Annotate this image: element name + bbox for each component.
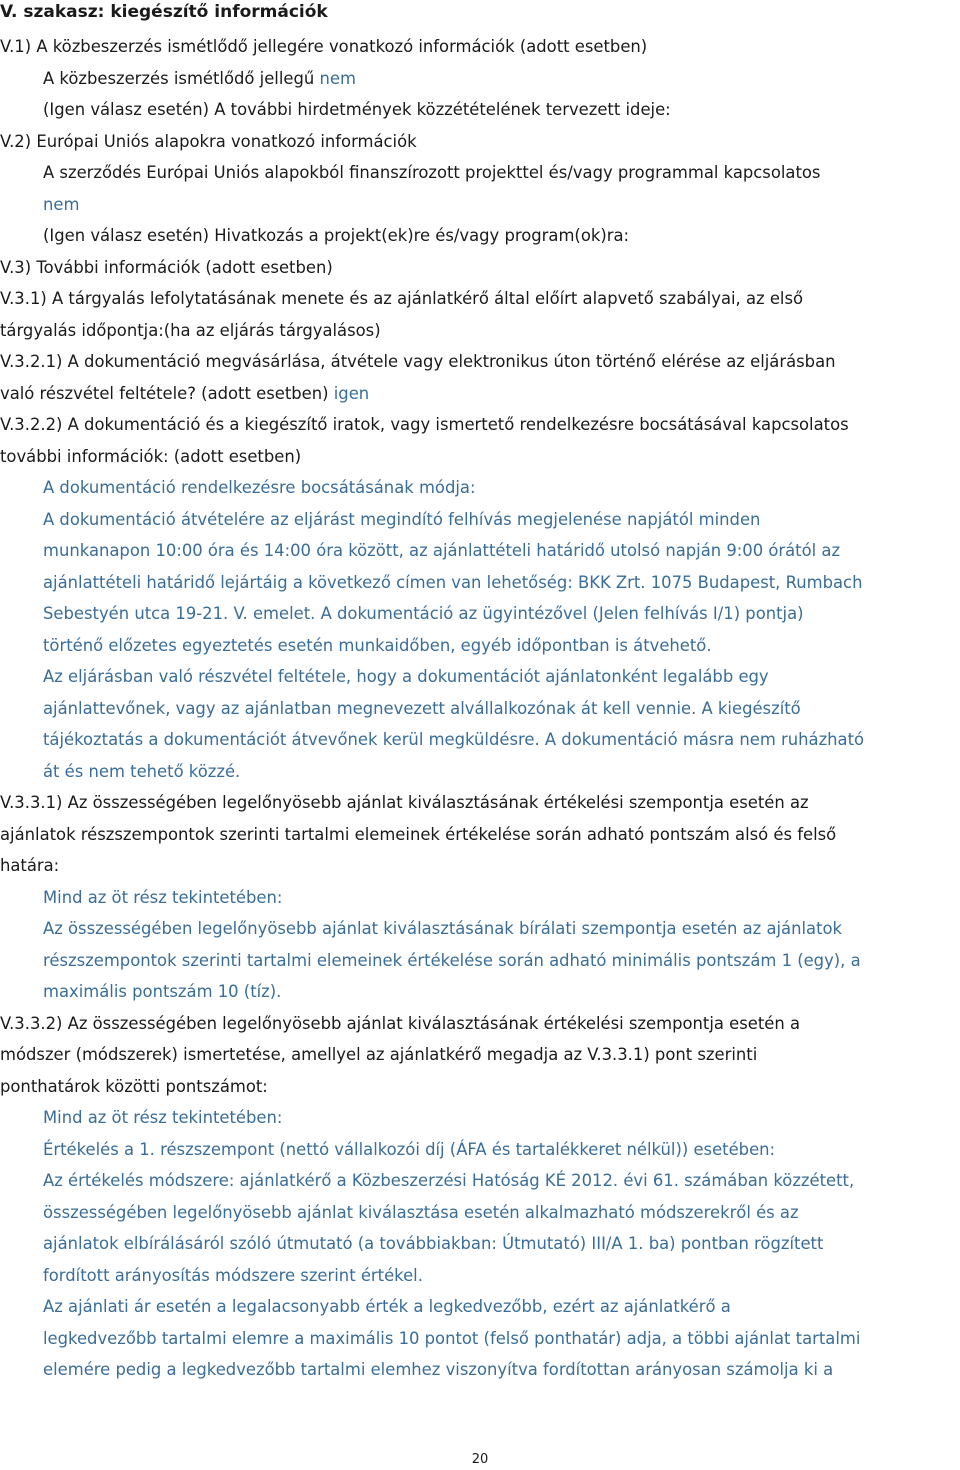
v322-value-line: át és nem tehető közzé.	[43, 761, 241, 781]
v2-eu-funds-label: A szerződés Európai Uniós alapokból finanszírozott projekttel és/vagy programmal kapcsolatos	[43, 163, 821, 182]
v3-heading: V.3) További információk (adott esetben)	[0, 257, 333, 277]
v1-recurrent-label: A közbeszerzés ismétlődő jellegű	[43, 68, 320, 88]
v332-value-line: Értékelés a 1. részszempont (nettó vállalkozói díj (ÁFA és tartalékkeret nélkül)) esetében:	[43, 1139, 776, 1159]
v1-heading: V.1) A közbeszerzés ismétlődő jellegére vonatkozó információk (adott esetben)	[0, 37, 648, 56]
v331-value-line: Mind az öt rész tekintetében:	[43, 887, 283, 907]
v322-value-line: Az eljárásban való részvétel feltétele, hogy a dokumentációt ajánlatonként legalább egy	[43, 667, 769, 686]
v331-line: határa:	[0, 856, 60, 875]
v322-line: V.3.2.2) A dokumentáció és a kiegészítő iratok, vagy ismertető rendelkezésre bocsátásával kapcsolatos	[0, 415, 849, 434]
v332-value-line: összességében legelőnyösebb ajánlat kiválasztása esetén alkalmazható módszerekről és az	[43, 1202, 799, 1222]
v331-value-line: részszempontok szerinti tartalmi elemeinek értékelése során adható minimális pontszám 1 (egy), a	[43, 950, 861, 970]
v322-value-line: munkanapon 10:00 óra és 14:00 óra között, az ajánlattételi határidő utolsó napján 9:00 órától az	[43, 541, 841, 560]
v2-heading: V.2) Európai Uniós alapokra vonatkozó információk	[0, 131, 417, 151]
document-body	[0, 31, 958, 1386]
section-title: V. szakasz: kiegészítő információk	[0, 2, 328, 22]
v322-value-line: ajánlattételi határidő lejártáig a következő címen van lehetőség: BKK Zrt. 1075 Budapest, Rumbach	[43, 572, 863, 592]
v332-line: V.3.3.2) Az összességében legelőnyösebb ajánlat kiválasztásának értékelési szempontja esetén a	[0, 1013, 801, 1033]
v322-value-line: ajánlattevőnek, vagy az ajánlatban megnevezett alvállalkozónak át kell vennie. A kiegészítő	[43, 698, 801, 718]
v332-value-line: Az értékelés módszere: ajánlatkérő a Közbeszerzési Hatóság KÉ 2012. évi 61. számában közzétett,	[43, 1171, 855, 1190]
v332-line: módszer (módszerek) ismertetése, amellyel az ajánlatkérő megadja az V.3.3.1) pont szerinti	[0, 1045, 758, 1064]
v331-line: V.3.3.1) Az összességében legelőnyösebb ajánlat kiválasztásának értékelési szempontja esetén az	[0, 793, 809, 812]
v332-line: ponthatárok közötti pontszámot:	[0, 1076, 268, 1096]
v1-recurrent-line	[0, 63, 958, 95]
v31-line: V.3.1) A tárgyalás lefolytatásának menete és az ajánlatkérő által előírt alapvető szabályai, az első	[0, 289, 804, 308]
v322-value-line: tájékoztatás a dokumentációt átvevőnek kerül megküldésre. A dokumentáció másra nem ruházható	[43, 730, 865, 749]
v2-eu-funds-value: nem	[43, 194, 80, 214]
v2-project-reference: (Igen válasz esetén) Hivatkozás a projekt(ek)re és/vagy program(ok)ra:	[43, 226, 630, 245]
v331-line: ajánlatok részszempontok szerinti tartalmi elemeinek értékelése során adható pontszám alsó és felső	[0, 824, 837, 844]
v332-value-line: elemére pedig a legkedvezőbb tartalmi elemhez viszonyítva fordítottan arányosan számolja ki a	[43, 1360, 834, 1379]
v31-line: tárgyalás időpontja:(ha az eljárás tárgyalásos)	[0, 320, 381, 340]
v322-value-line: A dokumentáció átvételére az eljárást megindító felhívás megjelenése napjától minden	[43, 509, 761, 529]
v322-value-line: Sebestyén utca 19-21. V. emelet. A dokumentáció az ügyintézővel (Jelen felhívás I/1) pontja)	[43, 604, 804, 623]
v332-value-line: Mind az öt rész tekintetében:	[43, 1108, 283, 1127]
v1-next-notices: (Igen válasz esetén) A további hirdetmények közzétételének tervezett ideje:	[43, 100, 671, 119]
v322-value-line: A dokumentáció rendelkezésre bocsátásának módja:	[43, 478, 476, 497]
v331-value-line: maximális pontszám 10 (tíz).	[43, 982, 282, 1001]
v332-value-line: legkedvezőbb tartalmi elemre a maximális 10 pontot (felső ponthatár) adja, a többi ajánlat tartalmi	[43, 1328, 861, 1348]
v321-line: való részvétel feltétele? (adott esetben) igen	[0, 383, 370, 403]
page-number: 20	[471, 1452, 489, 1467]
v322-value-line: történő előzetes egyeztetés esetén munkaidőben, egyéb időpontban is átvehető.	[43, 635, 712, 655]
v332-value-line: fordított arányosítás módszere szerint értékel.	[43, 1265, 423, 1285]
v322-line: további információk: (adott esetben)	[0, 446, 302, 466]
v332-value-line: ajánlatok elbírálásáról szóló útmutató (a továbbiakban: Útmutató) III/A 1. ba) pontban rögzített	[43, 1234, 824, 1253]
v332-value-line: Az ajánlati ár esetén a legalacsonyabb érték a legkedvezőbb, ezért az ajánlatkérő a	[43, 1297, 731, 1316]
v331-value-line: Az összességében legelőnyösebb ajánlat kiválasztásának bírálati szempontja esetén az ajánlatok	[43, 919, 843, 938]
v1-recurrent-value: nem	[319, 68, 356, 88]
v321-line: V.3.2.1) A dokumentáció megvásárlása, átvétele vagy elektronikus úton történő elérése az eljárásban	[0, 352, 836, 371]
v321-answer: igen	[333, 383, 370, 403]
